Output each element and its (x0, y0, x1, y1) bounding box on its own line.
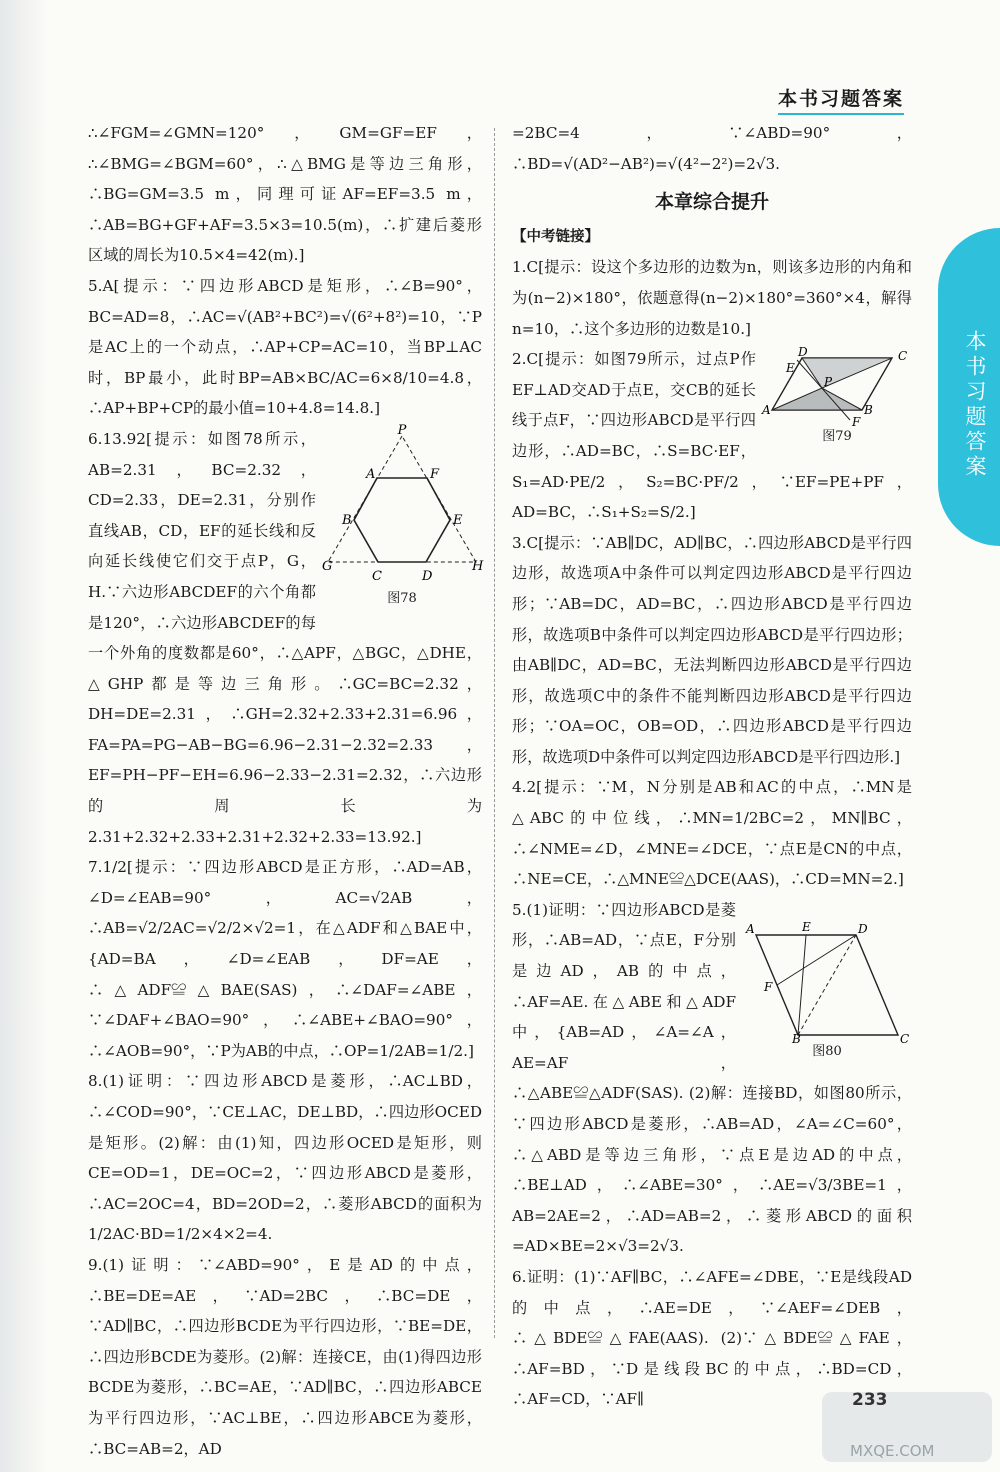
label-F: F (764, 979, 773, 994)
figure-80 (742, 919, 912, 1061)
rhombus-diagram (742, 919, 912, 1046)
label-F: F (430, 466, 440, 482)
right-column (512, 118, 912, 1415)
hexagon-diagram (322, 422, 484, 590)
watermark-text: MXQE.COM (850, 1442, 935, 1460)
answer-7: 7.1/2[提示：∵四边形ABCD是正方形，∴AD=AB，∠D=∠EAB=90°，AC=√2AB，∴AB=√2/2AC=√2/2×√2=1，在△ADF和△BAE中，{AD=BA，∠D=∠EAB，DF=AE，∴△ADF≌△BAE(SAS)，∴∠DAF=∠ABE，∵∠DAF+∠BAO=90°，∴∠ABE+∠BAO=90°，∴∠AOB=90°，∵P为AB的中点，∴OP=1/2AB=1/2.] (88, 858, 482, 1060)
label-A: A (762, 403, 771, 418)
label-P: P (824, 375, 833, 390)
section-title: 本章综合提升 (654, 191, 769, 214)
exam-answer-5: 5.(1)证明：∵四边形ABCD是菱形，∴AB=AD，∵点E，F分别是边AD，AB的中点，∴AF=AE.在△ABE和△ADF中，{AB=AD，∠A=∠A，AE=AF，∴△ABE≌△ADF(SAS). (2)解：连接BD，如图80所示，∵四边形ABCD是菱形，∴AB=AD，∠A=∠C=60°，∴△ABD是等边三角形，∵点E是边AD的中点，∴BE⊥AD，∴∠ABE=30°，∴AE=√3/3BE=1，AB=2AE=2，∴AD=AB=2，∴菱形ABCD的面积=AD×BE=2×√3=2√3. (512, 900, 912, 1256)
label-P: P (397, 422, 407, 438)
label-C: C (898, 349, 908, 364)
subsection-title: 【中考链接】 (512, 228, 599, 245)
answer-5: 5.A[提示：∵四边形ABCD是矩形，∴∠B=90°，BC=AD=8，∴AC=√(AB²+BC²)=√(6²+8²)=10，∵P是AC上的一个动点，∴AP+CP=AC=10，当BP⊥AC时，BP最小，此时BP=AB×BC/AC=6×8/10=4.8，∴AP+BP+CP的最小值=10+4.8=14.8.] (88, 276, 482, 418)
answer-8: 8.(1)证明：∵四边形ABCD是菱形，∴AC⊥BD，∴∠COD=90°，∵CE⊥AC，DE⊥BD，∴四边形OCED是矩形。(2)解：由(1)知，四边形OCED是矩形，则CE=OD=1，DE=OC=2，∵四边形ABCD是菱形，∴AC=2OC=4，BD=2OD=2，∴菱形ABCD的面积为1/2AC·BD=1/2×4×2=4. (88, 1072, 482, 1244)
label-B: B (342, 512, 352, 528)
exam-answer-1: 1.C[提示：设这个多边形的边数为n，则该多边形的内角和为(n−2)×180°，依题意得(n−2)×180°=360°×4，解得n=10，∴这个多边形的边数是10.] (512, 258, 912, 338)
label-G: G (322, 558, 333, 574)
label-E: E (786, 361, 795, 376)
label-B: B (864, 403, 873, 418)
exam-answer-4: 4.2[提示：∵M，N分别是AB和AC的中点，∴MN是△ABC的中位线，∴MN=1/2BC=2，MN∥BC，∴∠NME=∠D，∠MNE=∠DCE，∵点E是CN的中点，∴NE=CE，∴△MNE≌△DCE(AAS)，∴CD=MN=2.] (512, 778, 912, 889)
label-D: D (798, 345, 808, 360)
label-A: A (746, 921, 755, 936)
label-D: D (422, 568, 433, 584)
label-C: C (900, 1031, 910, 1046)
label-B: B (792, 1031, 801, 1046)
figure-79-caption: 图79 (822, 429, 852, 445)
figure-78-caption: 图78 (387, 590, 417, 606)
label-H: H (472, 558, 484, 574)
answer-6: 6.13.92[提示：如图78所示，AB=2.31，BC=2.32，CD=2.33，DE=2.31，分别作直线AB，CD，EF的延长线和反向延长线使它们交于点P，G，H.∵六边形ABCDEF的六个角都是120°，∴六边形ABCDEF的每一个外角的度数都是60°，∴△APF，△BGC，△DHE，△GHP都是等边三角形。∴GC=BC=2.32，DH=DE=2.31，∴GH=2.32+2.33+2.31=6.96，FA=PA=PG−AB−BG=6.96−2.31−2.32=2.33， EF=PH−PF−EH=6.96−2.33−2.31=2.32，∴六边形的周长为2.31+2.32+2.33+2.31+2.32+2.33=13.92.] (88, 429, 482, 846)
page-spine-shadow (0, 0, 48, 1472)
side-tab-label: 本书习题答案 (963, 330, 987, 480)
label-E: E (453, 512, 463, 528)
answer-9: 9.(1)证明：∵∠ABD=90°，E是AD的中点，∴BE=DE=AE，∵AD=2BC，∴BC=DE，∵AD∥BC，∴四边形BCDE为平行四边形，∵BE=DE，∴四边形BCDE为菱形。(2)解：连接CE，由(1)得四边形BCDE为菱形，∴BC=AE，∵AD∥BC，∴四边形ABCE为平行四边形，∵AC⊥BE，∴四边形ABCE为菱形，∴BC=AB=2，AD (88, 1255, 482, 1458)
running-header: 本书习题答案 (778, 84, 904, 115)
parallelogram-diagram (762, 345, 912, 430)
exam-answer-2: 2.C[提示：如图79所示，过点P作EF⊥AD交AD于点E，交CB的延长线于点F，∵四边形ABCD是平行四边形，∴AD=BC，∴S=BC·EF，S₁=AD·PE/2，S₂=BC·PF/2，∵EF=PE+PF，AD=BC，∴S₁+S₂=S/2.] (512, 350, 912, 522)
answer-continued: ∴∠FGM=∠GMN=120°，GM=GF=EF，∴∠BMG=∠BGM=60°，∴△BMG是等边三角形，∴BG=GM=3.5 m，同理可证AF=EF=3.5 m，∴AB=BG+GF+AF=3.5×3=10.5(m)，∴扩建后菱形区域的周长为10.5×4=42(m).] (88, 124, 482, 265)
figure-80-caption: 图80 (812, 1043, 842, 1059)
exam-answer-6: 6.证明：(1)∵AF∥BC，∴∠AFE=∠DBE，∵E是线段AD的中点，∴AE=DE，∵∠AEF=∠DEB，∴△BDE≌△FAE(AAS). (2)∵△BDE≌△FAE，∴AF=BD，∵D是线段BC的中点，∴BD=CD，∴AF=CD，∵AF∥ (512, 1267, 912, 1409)
column-divider (494, 128, 495, 1338)
label-C: C (372, 568, 382, 584)
label-E: E (802, 919, 811, 934)
exam-answer-3: 3.C[提示：∵AB∥DC，AD∥BC，∴四边形ABCD是平行四边形，故选项A中条件可以判定四边形ABCD是平行四边形；∵AB=DC，AD=BC，∴四边形ABCD是平行四边形，故选项B中条件可以判定四边形ABCD是平行四边形；由AB∥DC，AD=BC，无法判断四边形ABCD是平行四边形，故选项C中的条件不能判断四边形ABCD是平行四边形；∵OA=OC，OB=OD，∴四边形ABCD是平行四边形，故选项D中条件可以判定四边形ABCD是平行四边形.] (512, 533, 912, 766)
label-D: D (858, 921, 868, 936)
answer-9-continued: =2BC=4，∵∠ABD=90°，∴BD=√(AD²−AB²)=√(4²−2²)=2√3. (512, 124, 912, 173)
label-A: A (366, 466, 376, 482)
left-column (88, 118, 482, 1464)
label-F: F (852, 415, 861, 430)
page-number: 233 (852, 1390, 888, 1410)
figure-79 (762, 345, 912, 446)
figure-78 (322, 422, 484, 608)
